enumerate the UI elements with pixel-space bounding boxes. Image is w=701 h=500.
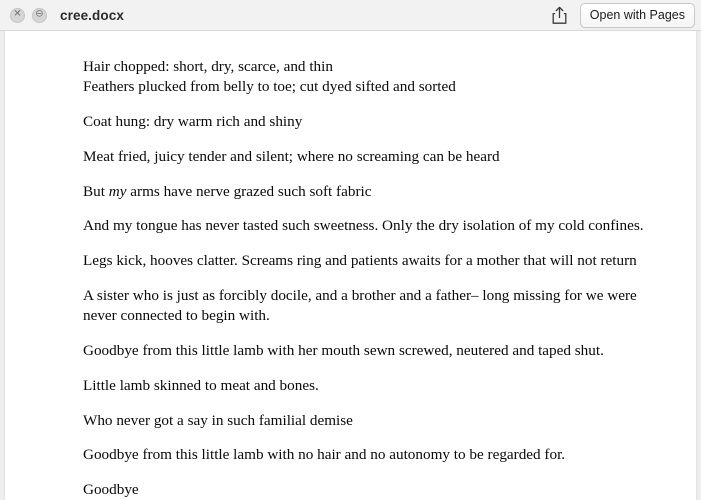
paragraph: Meat fried, juicy tender and silent; where no screaming can be heard — [83, 147, 500, 165]
document-text — [5, 57, 696, 500]
paragraph: And my tongue has never tasted such sweetness. Only the dry isolation of my cold confines. — [83, 217, 644, 235]
titlebar-actions — [551, 3, 693, 28]
vertical-scrollbar[interactable] — [696, 61, 701, 500]
paragraph-line: Hair chopped: short, dry, scarce, and thin — [83, 58, 333, 75]
close-button[interactable] — [10, 8, 25, 23]
paragraph — [83, 57, 670, 98]
share-icon[interactable] — [551, 6, 568, 25]
minimize-button[interactable] — [32, 8, 47, 23]
document-page — [5, 31, 696, 500]
window-title: cree.docx — [60, 7, 124, 23]
window-controls — [10, 8, 47, 23]
paragraph-line: Feathers plucked from belly to toe; cut dyed sifted and sorted — [83, 78, 456, 96]
minimize-icon: ⊖ — [35, 8, 44, 20]
paragraph: Little lamb skinned to meat and bones. — [83, 376, 319, 394]
paragraph-text-before-italic: But — [83, 182, 109, 200]
document-scroll-area[interactable] — [0, 31, 701, 500]
paragraph-text-after-italic: arms have nerve grazed such soft fabric — [126, 182, 372, 200]
paragraph: Goodbye from this little lamb with no hair and no autonomy to be regarded for. — [83, 446, 566, 464]
paragraph: A sister who is just as forcibly docile, and a brother and a father– long missing for we were never connected to begin with. — [83, 286, 637, 325]
paragraph-italic-word: my — [108, 182, 127, 200]
paragraph: Who never got a say in such familial demise — [83, 411, 353, 429]
window-titlebar — [0, 0, 701, 31]
paragraph — [83, 182, 670, 202]
paragraph: Coat hung: dry warm rich and shiny — [83, 113, 303, 131]
paragraph: Goodbye — [83, 481, 139, 499]
close-icon: ✕ — [13, 8, 22, 20]
paragraph: Legs kick, hooves clatter. Screams ring and patients awaits for a mother that will not return — [83, 252, 637, 270]
open-with-pages-button[interactable]: Open with Pages — [580, 3, 695, 28]
paragraph: Goodbye from this little lamb with her mouth sewn screwed, neutered and taped shut. — [83, 342, 604, 360]
